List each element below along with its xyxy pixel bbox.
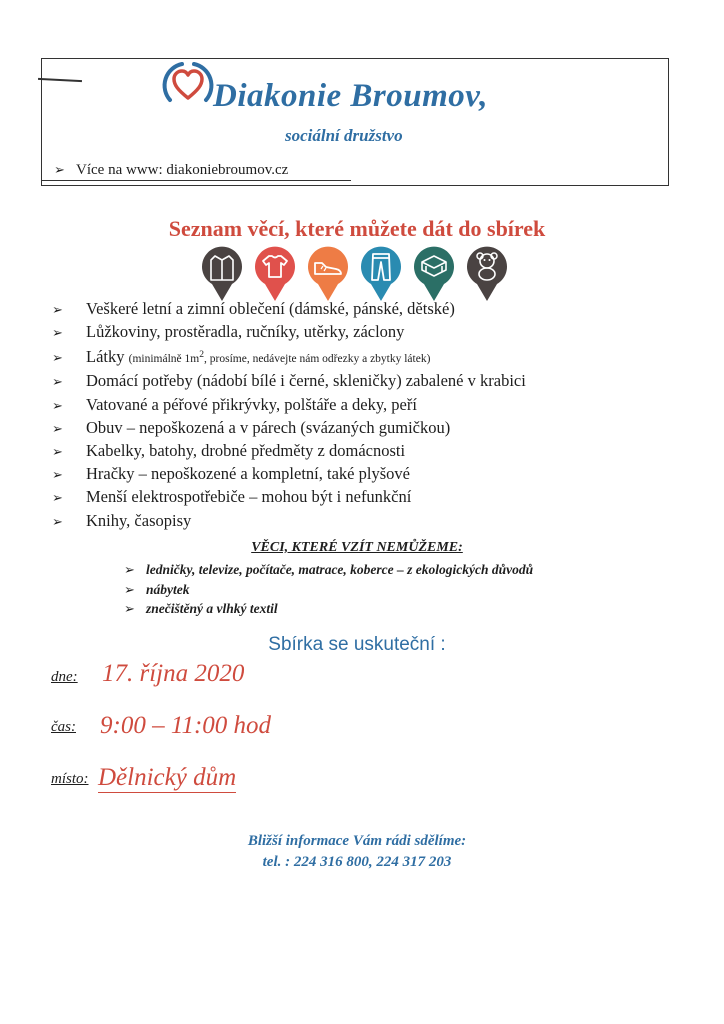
list-item: ➢ Kabelky, batohy, drobné předměty z domácnosti xyxy=(52,440,526,463)
arrow-bullet-icon: ➢ xyxy=(52,491,63,507)
list-item: ➢ Menší elektrospotřebiče – mohou být i nefunkční xyxy=(52,486,526,509)
list-item: ➢ Obuv – nepoškozená a v párech (svázaných gumičkou) xyxy=(52,417,526,440)
place-value: Dělnický dům xyxy=(98,764,237,791)
list-item: ➢ Domácí potřeby (nádobí bílé i černé, skleničky) zabalené v krabici xyxy=(52,370,526,393)
brand-name: Diakonie Broumov, xyxy=(213,78,488,114)
date-label: dne: xyxy=(51,669,78,685)
arrow-bullet-icon: ➢ xyxy=(52,468,63,484)
list-item: ➢ nábytek xyxy=(124,581,533,601)
event-title: Sbírka se uskuteční : xyxy=(268,634,446,655)
cannot-take-list xyxy=(124,561,533,620)
arrow-bullet-icon: ➢ xyxy=(52,421,63,437)
tshirt-icon xyxy=(253,244,297,302)
list-item: ➢ znečištěný a vlhký textil xyxy=(124,600,533,620)
arrow-bullet-icon: ➢ xyxy=(52,398,63,414)
contact-info-line: Bližší informace Vám rádi sdělíme: xyxy=(247,833,467,849)
arrow-bullet-icon: ➢ xyxy=(52,375,63,391)
arrow-bullet-icon: ➢ xyxy=(52,303,63,318)
arrow-bullet-icon: ➢ xyxy=(52,514,63,530)
teddy-bear-icon xyxy=(465,244,509,302)
arrow-bullet-icon: ➢ xyxy=(52,326,63,342)
diakonie-heart-logo-icon xyxy=(160,60,216,112)
arrow-bullet-icon: ➢ xyxy=(52,351,63,367)
list-item: ➢ ledničky, televize, počítače, matrace, koberce – z ekologických důvodů xyxy=(124,561,533,581)
arrow-bullet-icon: ➢ xyxy=(54,163,65,178)
time-value: 9:00 – 11:00 hod xyxy=(100,712,272,739)
contact-phone-line: tel. : 224 316 800, 224 317 203 xyxy=(262,854,452,870)
cannot-take-title: VĚCI, KTERÉ VZÍT NEMŮŽEME: xyxy=(251,540,463,555)
website-text: Více na www: diakoniebroumov.cz xyxy=(76,162,289,178)
list-item: ➢ Látky (minimálně $1m^2$, prosíme, nedávejte nám odřezky a zbytky látek) xyxy=(52,344,526,370)
bedding-icon xyxy=(412,244,456,302)
list-item: ➢ Hračky – nepoškozené a kompletní, také plyšové xyxy=(52,463,526,486)
coat-icon xyxy=(200,244,244,302)
list-item: ➢ Knihy, časopisy xyxy=(52,510,526,533)
list-item: ➢ Vatované a péřové přikrývky, polštáře a deky, peří xyxy=(52,394,526,417)
time-label: čas: xyxy=(51,719,76,735)
brand-subtitle: sociální družstvo xyxy=(285,126,403,145)
page-title: Seznam věcí, které můžete dát do sbírek xyxy=(168,216,546,241)
list-item: ➢ Lůžkoviny, prostěradla, ručníky, utěrky, záclony xyxy=(52,321,526,344)
date-value: 17. října 2020 xyxy=(102,660,245,687)
list-item: ➢ Veškeré letní a zimní oblečení (dámské, pánské, dětské) xyxy=(52,298,526,321)
place-label: místo: xyxy=(51,771,89,787)
arrow-bullet-icon: ➢ xyxy=(124,602,135,617)
website-line xyxy=(54,162,288,179)
arrow-bullet-icon: ➢ xyxy=(124,563,135,578)
trousers-icon xyxy=(359,244,403,302)
donation-items-list xyxy=(52,298,526,533)
shoe-icon xyxy=(306,244,350,302)
arrow-bullet-icon: ➢ xyxy=(52,445,63,461)
header-underline xyxy=(41,180,351,181)
arrow-bullet-icon: ➢ xyxy=(124,582,135,598)
